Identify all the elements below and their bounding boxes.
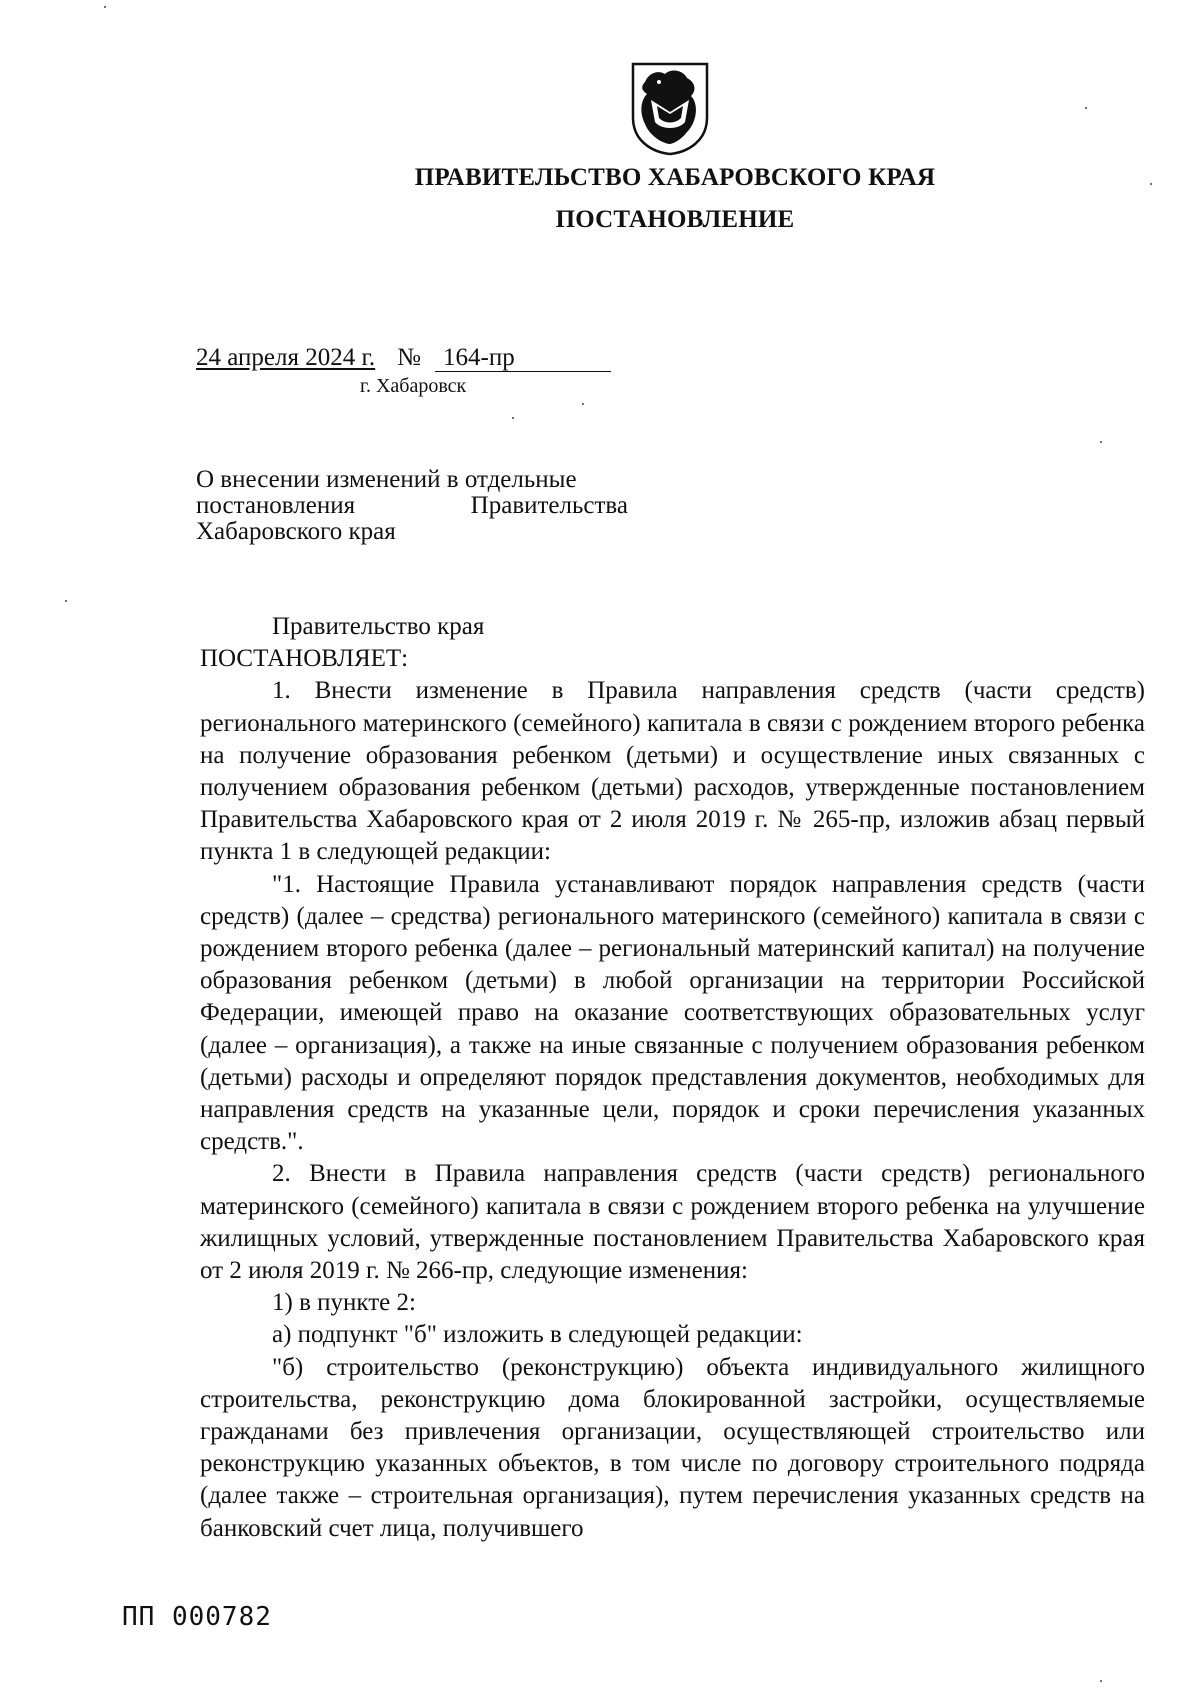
government-title: ПРАВИТЕЛЬСТВО ХАБАРОВСКОГО КРАЯ [414, 164, 936, 191]
body-paragraph: "1. Настоящие Правила устанавливают порядок направления средств (части средств) (далее – средства) регионального материнского (семейного) капитала в связи с рождением второго ребенка (далее – региональный материнский капитал) на получение образования ребенком (детьми) в любой организации на территории Российской Федерации, имеющей право на оказание соответствующих образовательных услуг (далее – организация), а также на иные связанные с получением образования ребенком (детьми) расходы и определяют порядок представления документов, необходимых для направления средств на указанные цели, порядок и сроки перечисления указанных средств.". [200, 870, 1145, 1156]
subject-line-3: Хабаровского края [196, 518, 396, 545]
scan-speck [582, 403, 584, 405]
scan-speck [1085, 107, 1087, 109]
body-paragraph: 2. Внести в Правила направления средств (части средств) регионального материнского (семейного) капитала в связи с рождением второго ребенка на улучшение жилищных условий, утвержденные постановлением Правительства Хабаровского края от 2 июля 2019 г. № 266-пр, следующие изменения: [200, 1160, 1145, 1285]
body-paragraph: "б) строительство (реконструкцию) объекта индивидуального жилищного строительства, реконструкцию дома блокированной застройки, осуществляемые гражданами без привлечения организации, осуществляющей строительство или реконструкцию указанных объектов, в том числе по договору строительного подряда (далее также – строительная организация), путем перечисления указанных средств на банковский счет лица, получившего [200, 1353, 1145, 1542]
document-subject [196, 467, 628, 545]
scan-speck [512, 417, 514, 419]
subject-line-1: О внесении изменений в отдельные [196, 466, 577, 493]
document-body [200, 611, 1145, 1545]
body-paragraph: Правительство края [272, 613, 485, 640]
document-city: г. Хабаровск [360, 375, 467, 397]
coat-of-arms-emblem [629, 60, 711, 156]
document-number: 164-пр [435, 345, 611, 372]
subject-line-2-left: постановления [196, 492, 356, 519]
document-date: 24 апреля 2024 г. [196, 344, 376, 371]
document-type-title: ПОСТАНОВЛЕНИЕ [555, 206, 795, 233]
footer-registration-code: ПП 000782 [122, 1602, 272, 1632]
date-number-line [196, 344, 611, 372]
scan-speck [65, 600, 67, 602]
scan-speck [1100, 1680, 1102, 1682]
subject-line-2-right: Правительства [470, 492, 628, 519]
body-paragraph: 1) в пункте 2: [272, 1289, 416, 1317]
body-paragraph: а) подпункт "б" изложить в следующей редакции: [272, 1321, 803, 1349]
body-paragraph: 1. Внести изменение в Правила направления средств (части средств) регионального материнского (семейного) капитала в связи с рождением второго ребенка на получение образования ребенком (детьми) и осуществление иных связанных с получением образования ребенком (детьми) расходов, утвержденные постановлением Правительства Хабаровского края от 2 июля 2019 г. № 265-пр, изложив абзац первый пункта 1 в следующей редакции: [200, 677, 1145, 866]
body-paragraph: ПОСТАНОВЛЯЕТ: [200, 645, 409, 673]
scan-speck [1100, 441, 1102, 443]
scan-speck [1150, 183, 1152, 185]
number-sign: № [397, 344, 422, 371]
subject-line-2 [196, 493, 628, 519]
scan-speck [104, 6, 106, 8]
